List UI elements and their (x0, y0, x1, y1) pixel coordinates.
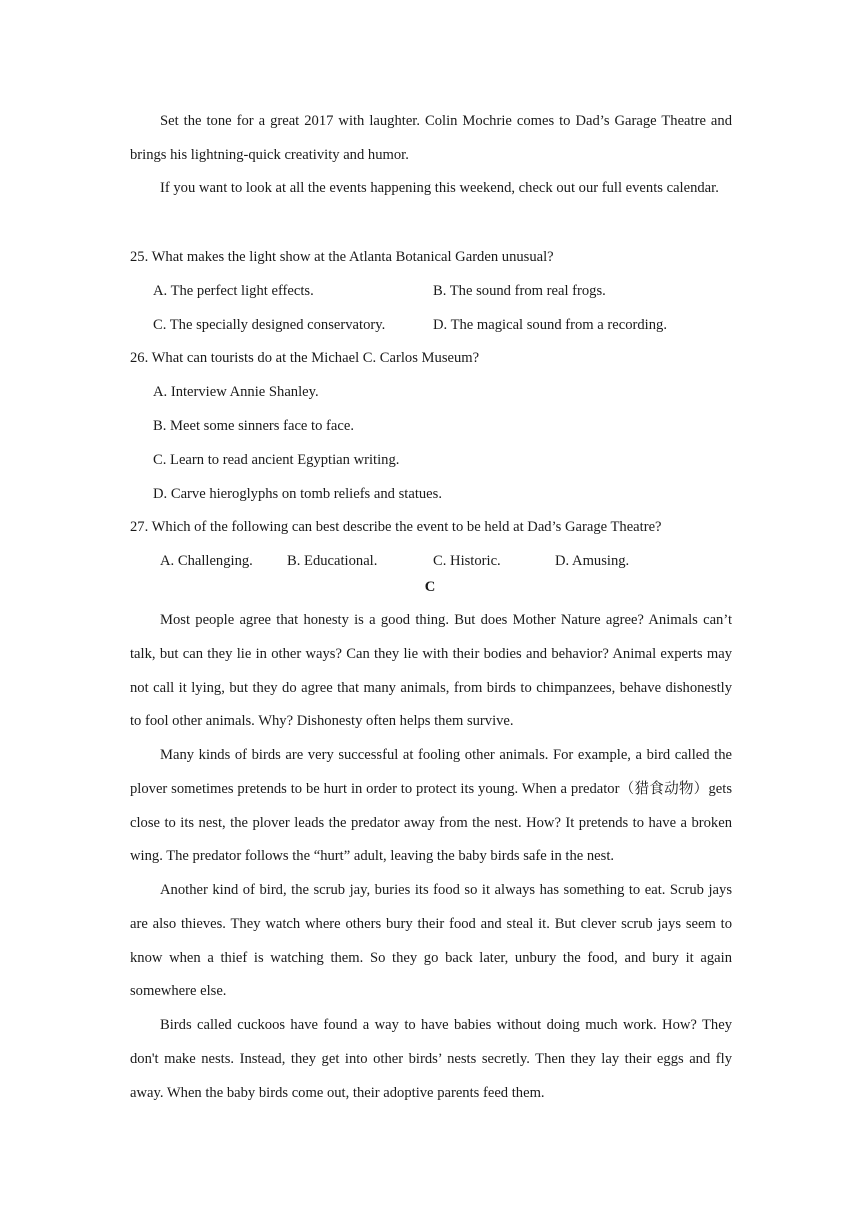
question-stem: 25. What makes the light show at the Atlanta Botanical Garden unusual? (130, 249, 554, 265)
passage-paragraph: Many kinds of birds are very successful at fooling other animals. For example, a bird called the plover sometimes pretends to be hurt in order to protect its young. When a predator（猎食动物）gets close to its nest, the plover leads the predator away from the nest. How? It pretends to have a broken wing. The predator follows the “hurt” adult, leaving the baby birds safe in the nest. (130, 747, 732, 865)
answer-option: D. The magical sound from a recording. (433, 317, 667, 333)
section-heading: C (424, 579, 436, 595)
passage-paragraph: If you want to look at all the events happening this weekend, check out our full events calendar. (160, 180, 719, 196)
answer-option: D. Amusing. (555, 553, 630, 569)
answer-option: A. The perfect light effects. (153, 283, 314, 299)
answer-option: C. The specially designed conservatory. (153, 317, 386, 333)
answer-option: D. Carve hieroglyphs on tomb reliefs and statues. (153, 486, 442, 502)
answer-option: C. Historic. (433, 553, 501, 569)
question-stem: 27. Which of the following can best describe the event to be held at Dad’s Garage Theatre? (130, 519, 662, 535)
answer-option: B. Meet some sinners face to face. (153, 418, 354, 434)
passage-paragraph: Most people agree that honesty is a good thing. But does Mother Nature agree? Animals can’t talk, but can they lie in other ways? Can they lie with their bodies and behavior? Animal experts may not call it lying, but they do agree that many animals, from birds to chimpanzees, behave dishonestly to fool other animals. Why? Dishonesty often helps them survive. (130, 612, 732, 730)
answer-option: B. The sound from real frogs. (433, 283, 606, 299)
answer-option: A. Interview Annie Shanley. (153, 384, 319, 400)
answer-option: B. Educational. (287, 553, 378, 569)
passage-paragraph: Another kind of bird, the scrub jay, buries its food so it always has something to eat. Scrub jays are also thieves. They watch where others bury their food and steal it. But clever scrub jays seem to know when a thief is watching them. So they go back later, unbury the food, and bury it again somewhere else. (130, 882, 732, 1000)
passage-paragraph: Birds called cuckoos have found a way to have babies without doing much work. How? They don't make nests. Instead, they get into other birds’ nests secretly. Then they lay their eggs and fly away. When the baby birds come out, their adoptive parents feed them. (130, 1017, 732, 1101)
answer-option: A. Challenging. (160, 553, 253, 569)
answer-option: C. Learn to read ancient Egyptian writing. (153, 452, 400, 468)
passage-paragraph: Set the tone for a great 2017 with laughter. Colin Mochrie comes to Dad’s Garage Theatre and brings his lightning-quick creativity and humor. (130, 113, 732, 163)
question-stem: 26. What can tourists do at the Michael C. Carlos Museum? (130, 350, 480, 366)
